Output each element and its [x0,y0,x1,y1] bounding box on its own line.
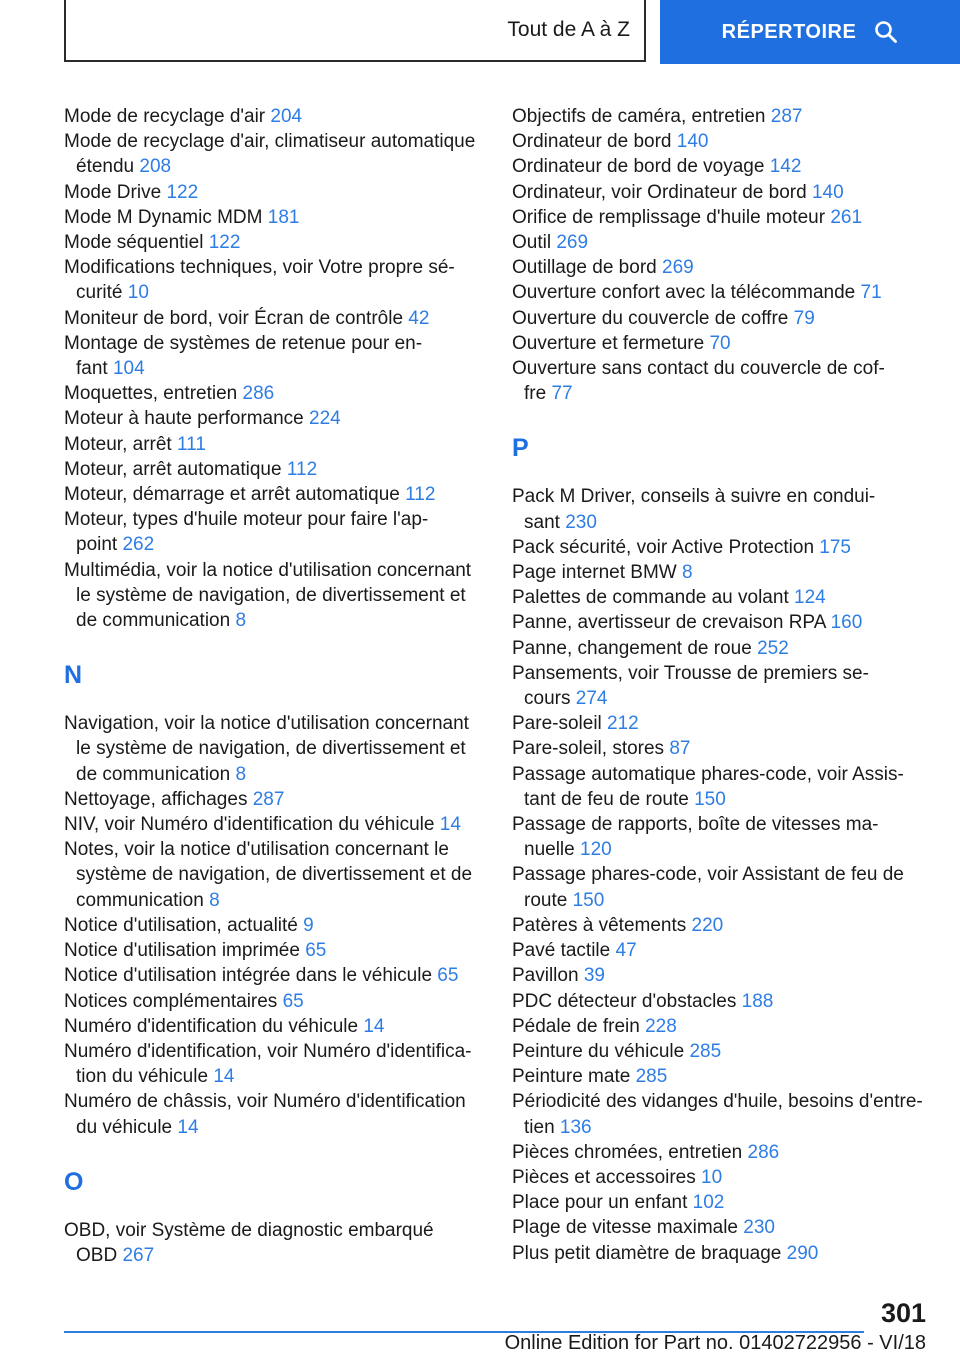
section-letter: P [512,434,529,463]
entry-text: Moteur, arrêt [64,433,172,455]
index-entry [64,180,484,205]
index-entry [512,306,942,331]
index-entry [512,1039,942,1064]
page-link[interactable]: 112 [405,484,436,506]
entry-text: Nettoyage, affichages [64,788,248,810]
entry-text: Pare-soleil, stores [512,738,665,760]
entry-text: Pavé tactile [512,940,611,962]
page-link[interactable]: 79 [793,307,815,329]
index-entry [64,711,484,787]
index-column-left [64,104,484,1268]
page-link[interactable]: 286 [242,383,275,405]
entry-text: fre [524,383,547,405]
entry-text: Modifications techniques, voir Votre propre sé‐ [64,257,455,279]
entry-text: Numéro d'identification du véhicule [64,1015,359,1037]
page-link[interactable]: 65 [437,965,459,987]
page-number: 301 [880,1298,926,1328]
page-link[interactable]: 150 [694,788,726,810]
entry-text: Passage phares-code, voir Assistant de feu de [512,864,904,886]
entry-text: Pansements, voir Trousse de premiers se‐ [512,662,869,684]
entry-text: Pare-soleil [512,713,602,735]
entry-text: Objectifs de caméra, entretien [512,106,766,127]
index-entry [512,711,942,736]
index-entry [512,1140,942,1165]
footer-edition: Online Edition for Part no. 01402722956 - VI/18 [504,1332,926,1354]
index-entry [64,812,484,837]
page-link[interactable]: 8 [235,763,247,785]
entry-text: Navigation, voir la notice d'utilisation concernant [64,713,469,735]
entry-text: le système de navigation, de divertissement et [76,738,466,760]
page-link[interactable]: 142 [769,156,802,178]
index-entry [512,1089,942,1139]
entry-text: OBD [76,1244,118,1266]
page-link[interactable]: 102 [692,1192,725,1214]
entry-text: Ordinateur de bord de voyage [512,156,765,178]
page-link[interactable]: 287 [770,106,803,127]
index-entry [64,230,484,255]
index-entry [512,762,942,812]
page-link[interactable]: 287 [252,788,285,810]
index-column-right [512,104,942,1266]
index-entry [64,381,484,406]
entry-text: Pièces chromées, entretien [512,1141,743,1163]
page-link[interactable]: 212 [607,713,639,735]
index-entry [512,1014,942,1039]
entry-text: Notice d'utilisation intégrée dans le véhicule [64,965,433,987]
index-entry [512,736,942,761]
index-entry [64,406,484,431]
entry-text: tien [524,1116,555,1138]
page-link[interactable]: 285 [689,1040,722,1062]
entry-text: Palettes de commande au volant [512,587,789,609]
index-entry [512,180,942,205]
tab-repertoire[interactable] [660,0,960,64]
page-link[interactable]: 9 [303,914,314,936]
entry-text: étendu [76,156,135,178]
tab-a-to-z-label: Tout de A à Z [507,18,630,41]
page-link[interactable]: 286 [747,1141,780,1163]
entry-text: Place pour un enfant [512,1192,688,1214]
index-entry [512,104,942,129]
entry-text: NIV, voir Numéro d'identification du véhicule [64,814,435,836]
index-entry [512,535,942,560]
index-entry [512,661,942,711]
page-link[interactable]: 112 [286,458,318,480]
index-entry [512,280,942,305]
entry-text: le système de navigation, de divertissement et [76,584,466,606]
entry-text: Pièces et accessoires [512,1166,696,1188]
entry-text: Patères à vêtements [512,914,687,936]
page-link[interactable]: 175 [819,536,851,558]
index-entry [512,1165,942,1190]
page-link[interactable]: 14 [213,1066,235,1088]
entry-text: fant [76,358,108,380]
search-icon [874,20,898,44]
page-link[interactable]: 71 [860,282,882,304]
entry-text: cours [524,688,571,710]
page-link[interactable]: 274 [575,688,608,710]
entry-text: Orifice de remplissage d'huile moteur [512,206,826,228]
page-link[interactable]: 39 [583,965,605,987]
entry-text: Moteur, types d'huile moteur pour faire l'ap‐ [64,509,429,531]
entry-text: Notice d'utilisation imprimée [64,940,300,962]
index-entry [512,585,942,610]
page-link[interactable]: 70 [709,332,731,354]
page-link[interactable]: 208 [139,156,172,178]
page-link[interactable]: 124 [794,587,826,609]
index-entry [512,560,942,585]
index-entry [64,507,484,557]
page-link[interactable]: 65 [282,990,304,1012]
index-entry [64,104,484,129]
index-entry [512,1064,942,1089]
index-entry [512,938,942,963]
entry-text: route [524,889,568,911]
page-link[interactable]: 111 [177,433,206,455]
entry-text: Numéro d'identification, voir Numéro d'identifica‐ [64,1040,472,1062]
page-link[interactable]: 8 [235,610,247,632]
entry-text: Plus petit diamètre de braquage [512,1242,782,1264]
index-entry [512,963,942,988]
entry-text: Mode de recyclage d'air [64,106,266,127]
index-entry [512,230,942,255]
entry-text: Moniteur de bord, voir Écran de contrôle [64,307,404,329]
entry-text: Ordinateur de bord [512,131,672,153]
entry-text: Mode M Dynamic MDM [64,206,263,228]
entry-text: Ouverture confort avec la télécommande [512,282,856,304]
page-link[interactable]: 42 [408,307,430,329]
page-link[interactable]: 104 [112,358,145,380]
page-link[interactable]: 160 [830,612,863,634]
index-entry [512,356,942,406]
entry-text: Pavillon [512,965,579,987]
entry-text: Périodicité des vidanges d'huile, besoins d'entre‐ [512,1091,923,1113]
page-link[interactable]: 87 [669,738,691,760]
header-tabs [64,0,960,64]
page-link[interactable]: 65 [305,940,327,962]
entry-text: curité [76,282,123,304]
page-link[interactable]: 269 [556,232,589,254]
entry-text: de communication [76,763,231,785]
index-entry [512,255,942,280]
page-link[interactable]: 140 [676,131,709,153]
page-link[interactable]: 8 [682,562,693,584]
entry-text: du véhicule [76,1116,173,1138]
entry-text: Moquettes, entretien [64,383,238,405]
entry-text: Peinture du véhicule [512,1040,685,1062]
index-entry [512,331,942,356]
entry-text: Montage de systèmes de retenue pour en‐ [64,332,423,354]
entry-text: tion du véhicule [76,1066,209,1088]
page-link[interactable]: 220 [691,914,724,936]
page-link[interactable]: 140 [811,181,844,203]
entry-text: Pack sécurité, voir Active Protection [512,536,815,558]
page-link[interactable]: 267 [122,1244,155,1266]
entry-text: Panne, avertisseur de crevaison RPA [512,612,826,634]
entry-text: Moteur, démarrage et arrêt automatique [64,484,400,506]
page-link[interactable]: 14 [177,1116,199,1138]
index-entry [64,1218,484,1268]
index-entry [512,636,942,661]
entry-text: Numéro de châssis, voir Numéro d'identification [64,1091,466,1113]
page-link[interactable]: 285 [635,1066,668,1088]
index-entry [64,432,484,457]
entry-text: communication [76,889,204,911]
entry-text: nuelle [524,839,575,861]
page-link[interactable]: 14 [363,1015,385,1037]
entry-text: Notice d'utilisation, actualité [64,914,298,936]
entry-text: Multimédia, voir la notice d'utilisation concernant [64,559,472,581]
entry-text: de communication [76,610,231,632]
index-entry [64,482,484,507]
index-entry [512,989,942,1014]
entry-text: Ordinateur, voir Ordinateur de bord [512,181,807,203]
entry-text: Pack M Driver, conseils à suivre en condui‐ [512,486,876,508]
index-entry [64,1014,484,1039]
page-link[interactable]: 10 [701,1166,723,1188]
index-entry [64,558,484,634]
page-link[interactable]: 10 [127,282,149,304]
page-link[interactable]: 269 [662,257,694,279]
index-entry [64,331,484,381]
page-link[interactable]: 8 [209,889,220,911]
index-entry [64,989,484,1014]
page-link[interactable]: 120 [580,839,612,861]
index-entry [64,255,484,305]
page-link[interactable]: 136 [559,1116,592,1138]
entry-text: Mode séquentiel [64,232,204,254]
index-entry [512,154,942,179]
index-entry [64,913,484,938]
entry-text: point [76,534,118,556]
index-entry [64,205,484,230]
entry-text: Passage automatique phares-code, voir Assis‐ [512,763,904,785]
entry-text: OBD, voir Système de diagnostic embarqué [64,1219,434,1241]
index-entry [512,205,942,230]
page-link[interactable]: 290 [786,1242,819,1264]
index-entry [512,1215,942,1240]
entry-text: Ouverture sans contact du couvercle de cof‐ [512,358,885,380]
index-entry [64,938,484,963]
index-entry [64,306,484,331]
entry-text: Mode Drive [64,181,162,203]
entry-text: Passage de rapports, boîte de vitesses ma‐ [512,814,879,836]
page-link[interactable]: 224 [309,408,341,430]
index-entry [512,862,942,912]
entry-text: Panne, changement de roue [512,637,752,659]
entry-text: Ouverture et fermeture [512,332,705,354]
entry-text: Page internet BMW [512,562,677,584]
page-link[interactable]: 230 [565,511,597,533]
entry-text: Mode de recyclage d'air, climatiseur automatique [64,131,476,153]
page-link[interactable]: 252 [757,637,789,659]
index-entry [64,129,484,179]
entry-text: Moteur, arrêt automatique [64,458,282,480]
index-entry [64,787,484,812]
entry-text: Notes, voir la notice d'utilisation concernant le [64,839,449,861]
section-letter: O [64,1167,84,1196]
index-entry [512,1190,942,1215]
entry-text: Outil [512,232,552,254]
index-entry [512,812,942,862]
page-link[interactable]: 47 [615,940,637,962]
index-entry [64,963,484,988]
entry-text: Pédale de frein [512,1015,640,1037]
index-entry [512,129,942,154]
tab-a-to-z[interactable] [64,0,646,62]
entry-text: tant de feu de route [524,788,689,810]
entry-text: PDC détecteur d'obstacles [512,990,737,1012]
index-entry [512,610,942,635]
page-link[interactable]: 188 [741,990,774,1012]
entry-text: Outillage de bord [512,257,657,279]
section-letter: N [64,661,83,690]
page-link[interactable]: 122 [166,181,199,203]
page-link[interactable]: 122 [208,232,241,254]
entry-text: Peinture mate [512,1066,631,1088]
page-link[interactable]: 14 [439,814,461,836]
tab-repertoire-label: RÉPERTOIRE [721,20,857,43]
page-link[interactable]: 204 [270,106,303,127]
index-entry [512,1241,942,1266]
entry-text: système de navigation, de divertissement et de [76,864,473,886]
entry-text: Moteur à haute performance [64,408,304,430]
entry-text: sant [524,511,560,533]
page-link[interactable]: 228 [645,1015,677,1037]
index-entry [512,913,942,938]
index-entry [64,1039,484,1089]
entry-text: Plage de vitesse maximale [512,1217,738,1239]
page-link[interactable]: 261 [830,206,863,228]
entry-text: Notices complémentaires [64,990,278,1012]
index-entry [64,837,484,913]
page-link[interactable]: 77 [551,383,573,405]
page-link[interactable]: 262 [122,534,155,556]
entry-text: Ouverture du couvercle de coffre [512,307,789,329]
index-entry [512,484,942,534]
index-entry [64,457,484,482]
index-entry [64,1089,484,1139]
page-link[interactable]: 230 [743,1217,775,1239]
page-link[interactable]: 150 [572,889,605,911]
page-link[interactable]: 181 [267,206,300,228]
